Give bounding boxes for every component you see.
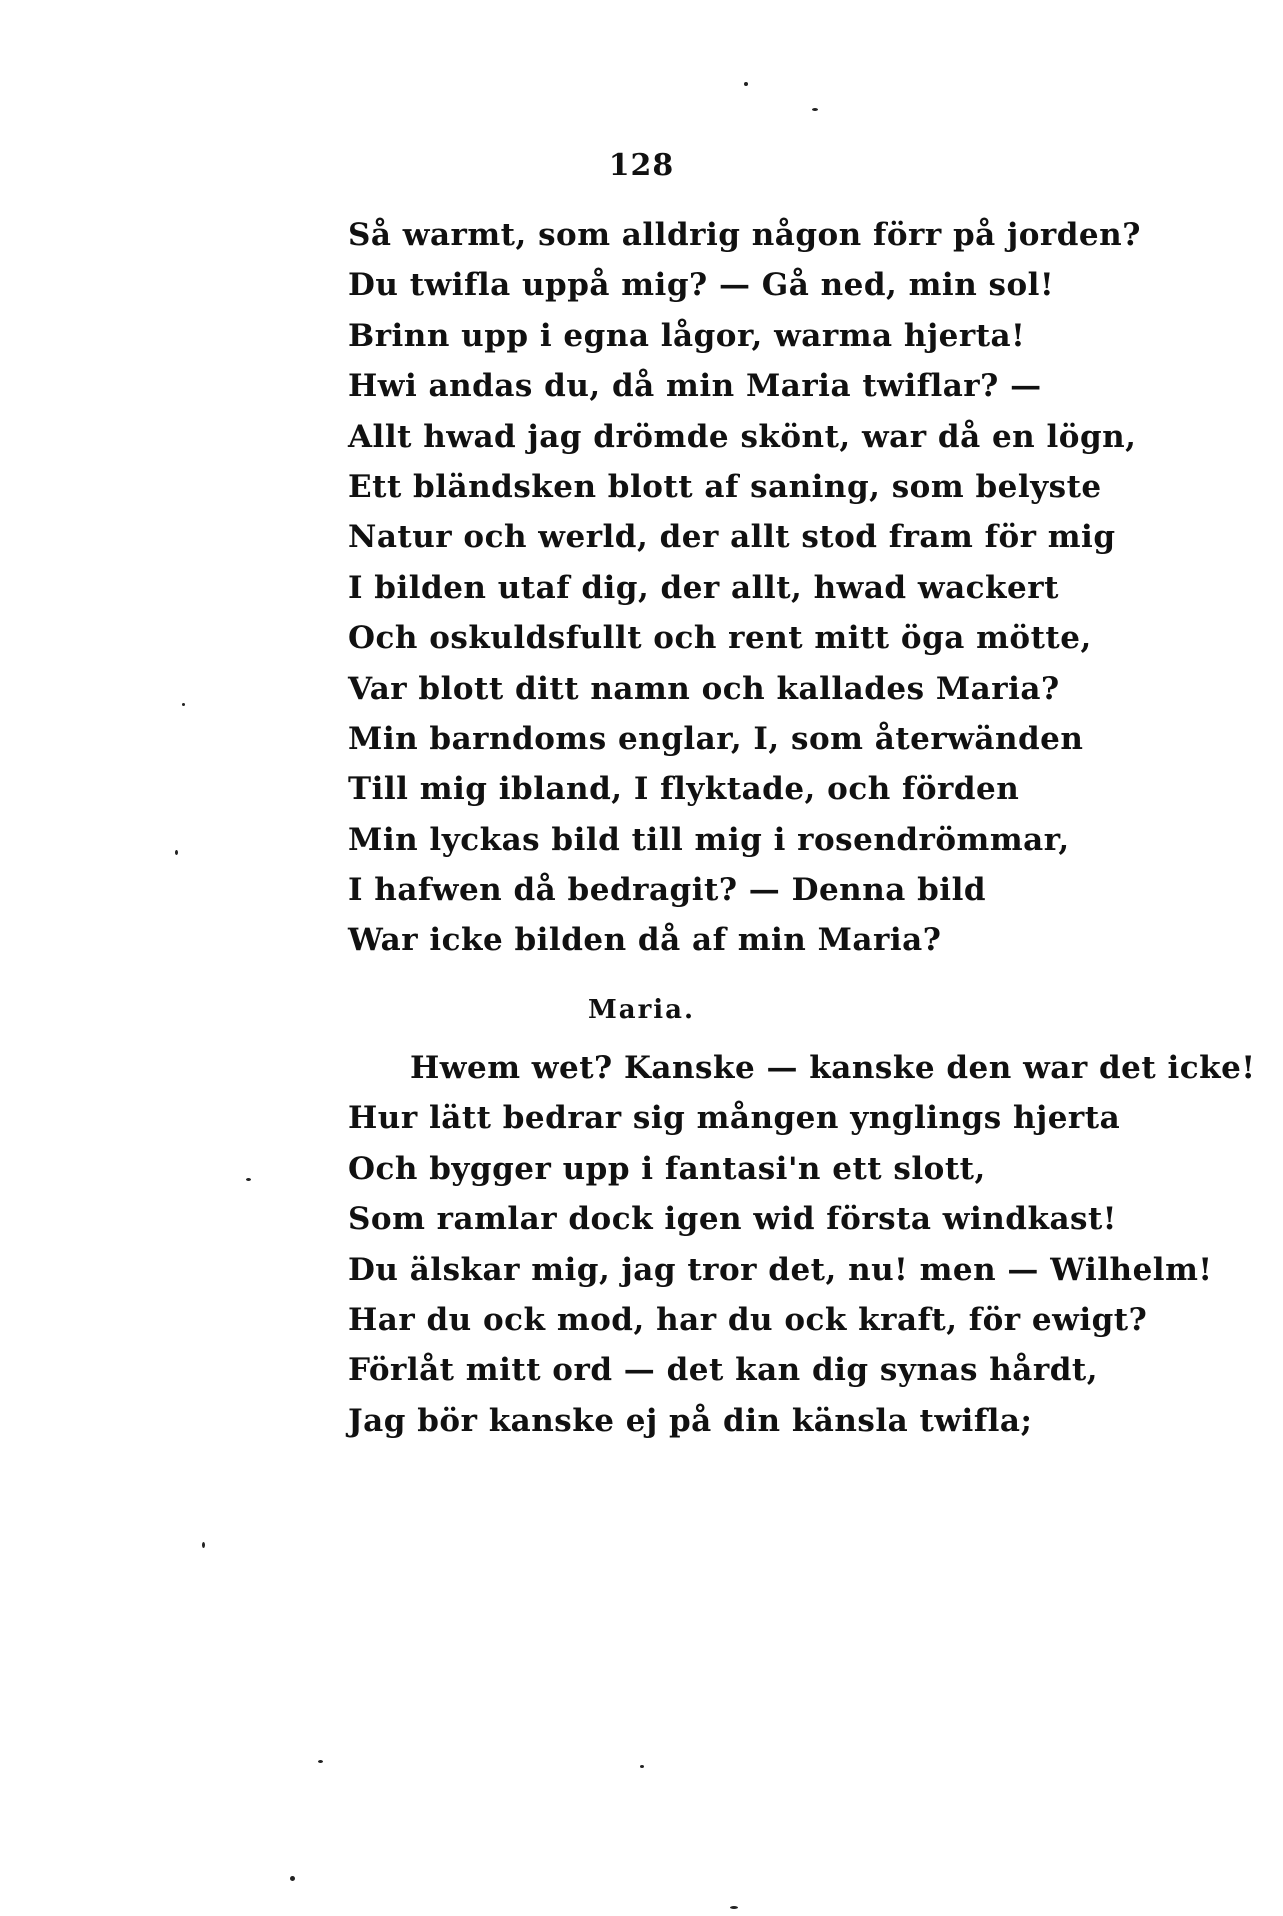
scan-speck xyxy=(744,82,748,86)
verse-line: Min lyckas bild till mig i rosendrömmar, xyxy=(348,821,1070,858)
verse-line: Och oskuldsfullt och rent mitt öga mötte, xyxy=(348,620,1092,657)
verse-line: Du älskar mig, jag tror det, nu! men — Wilhelm! xyxy=(348,1251,1213,1288)
verse-line: War icke bilden då af min Maria? xyxy=(348,922,942,959)
scan-speck xyxy=(182,703,185,706)
scan-speck xyxy=(290,1876,295,1881)
verse-line: Och bygger upp i fantasi'n ett slott, xyxy=(348,1150,986,1187)
verse-stanza-1 xyxy=(348,210,1141,966)
scan-speck xyxy=(730,1906,738,1909)
verse-line: Du twifla uppå mig? — Gå ned, min sol! xyxy=(348,267,1055,304)
verse-line: Till mig ibland, I flyktade, och förden xyxy=(348,771,1020,808)
verse-line: Brinn upp i egna lågor, warma hjerta! xyxy=(348,317,1026,354)
verse-line: Förlåt mitt ord — det kan dig synas hårdt, xyxy=(348,1352,1098,1389)
verse-line: Natur och werld, der allt stod fram för mig xyxy=(348,519,1116,556)
verse-line: Hwem wet? Kanske — kanske den war det icke! xyxy=(410,1050,1256,1086)
verse-line: Var blott ditt namn och kallades Maria? xyxy=(348,670,1060,707)
verse-stanza-2 xyxy=(348,1043,1255,1446)
verse-line: Min barndoms englar, I, som återwänden xyxy=(348,720,1084,757)
scan-speck xyxy=(318,1760,323,1763)
verse-line: Hur lätt bedrar sig mången ynglings hjerta xyxy=(348,1100,1121,1137)
speaker-heading: Maria. xyxy=(587,995,696,1025)
verse-line: Som ramlar dock igen wid första windkast! xyxy=(348,1201,1117,1238)
scan-speck xyxy=(640,1765,644,1768)
verse-line: Hwi andas du, då min Maria twiflar? — xyxy=(348,368,1042,405)
verse-line: Så warmt, som alldrig någon förr på jorden? xyxy=(348,217,1141,253)
verse-line: Ett bländsken blott af saning, som belyste xyxy=(348,468,1102,505)
page-number: 128 xyxy=(608,148,675,183)
verse-line: Har du ock mod, har du ock kraft, för ewigt? xyxy=(348,1301,1148,1338)
scan-speck xyxy=(175,850,178,855)
verse-line: Allt hwad jag drömde skönt, war då en lögn, xyxy=(348,418,1137,455)
scan-speck xyxy=(246,1178,251,1181)
scan-speck xyxy=(202,1542,205,1548)
verse-line: I bilden utaf dig, der allt, hwad wackert xyxy=(348,569,1059,606)
scan-speck xyxy=(812,108,818,111)
verse-line: I hafwen då bedragit? — Denna bild xyxy=(348,872,987,909)
verse-line: Jag bör kanske ej på din känsla twifla; xyxy=(348,1402,1033,1439)
